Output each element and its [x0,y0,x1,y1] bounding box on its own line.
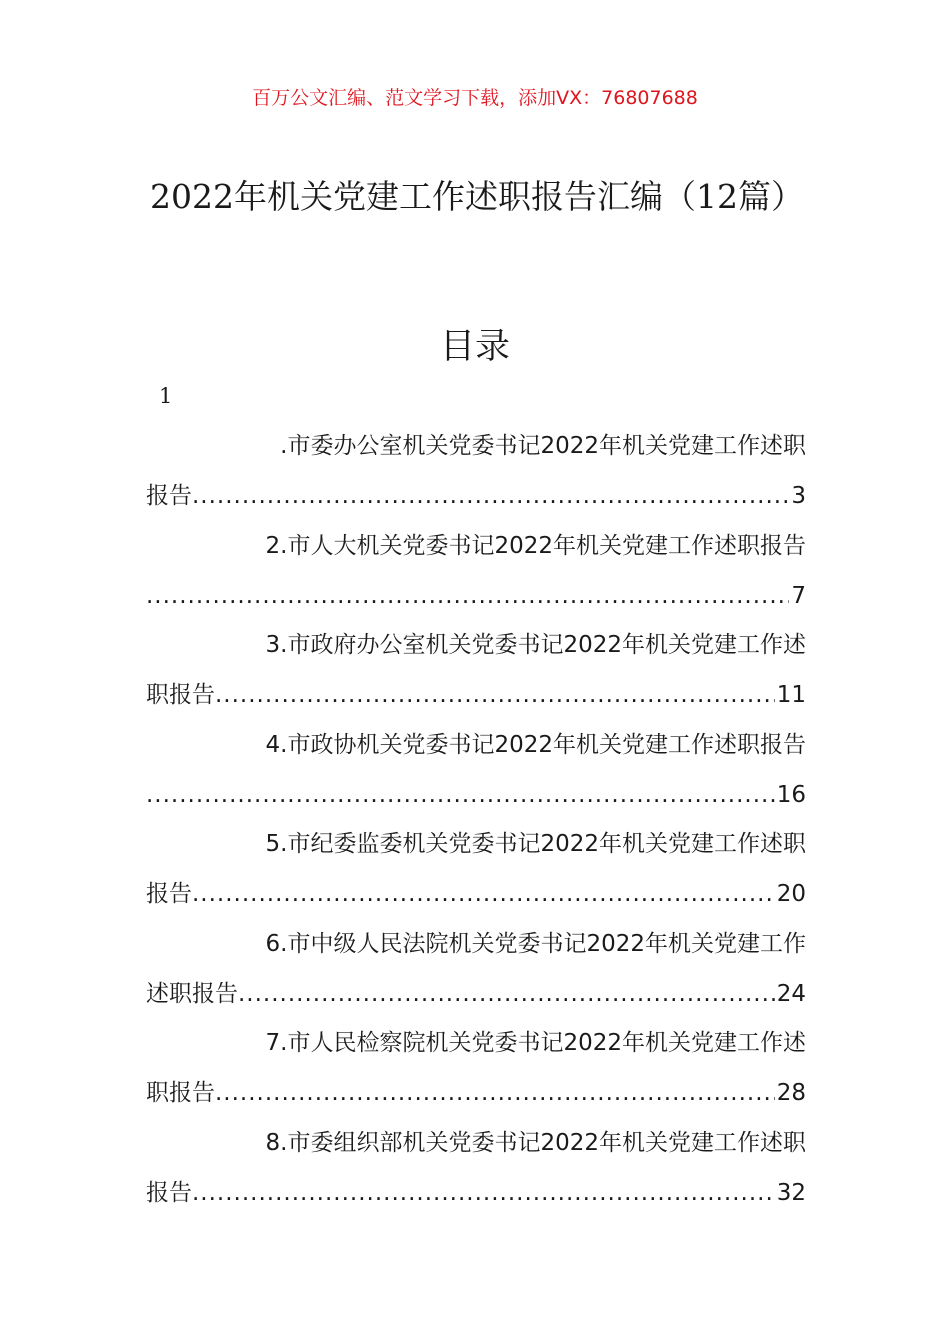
toc-entry-page-number: 32 [776,1179,806,1206]
toc-entry-title-tail: 职报告 [146,1080,215,1106]
toc-entry-title[interactable]: 6.市中级人民法院机关党委书记2022年机关党建工作 [265,930,806,957]
toc-entry-page-number: 24 [776,980,806,1007]
toc-leader-dots [215,1068,775,1118]
toc-entry-continuation [146,869,806,919]
toc-leader-dots [146,770,775,820]
toc-entry-page-number: 3 [791,483,806,509]
toc-entry[interactable] [146,620,806,720]
toc-entry-page-number: 11 [776,682,806,708]
toc-entry[interactable] [146,720,806,820]
toc-entry-title[interactable]: 2.市人大机关党委书记2022年机关党建工作述职报告 [265,532,806,559]
toc-entry-title[interactable]: 3.市政府办公室机关党委书记2022年机关党建工作述 [265,632,806,658]
toc-entry-title-tail: 述职报告 [146,980,238,1007]
toc-first-number: 1 [159,384,173,408]
toc-entry[interactable] [146,819,806,919]
toc-entry-continuation [146,571,806,621]
toc-leader-dots [192,1168,775,1218]
toc-leader-dots [238,969,775,1019]
toc-entry-page-number: 20 [776,881,806,907]
toc-entry-continuation [146,770,806,820]
toc-entry-title-tail: 报告 [146,1179,192,1206]
toc-entry-title-tail: 报告 [146,881,192,907]
toc-entry-title[interactable]: 8.市委组织部机关党委书记2022年机关党建工作述职 [265,1129,806,1156]
toc-entry[interactable] [146,919,806,1019]
toc-entry-title[interactable]: 4.市政协机关党委书记2022年机关党建工作述职报告 [265,731,806,758]
toc-leader-dots [146,571,789,621]
toc-leader-dots [215,670,775,720]
toc-entry[interactable] [146,521,806,621]
toc-entry-title[interactable]: 7.市人民检察院机关党委书记2022年机关党建工作述 [265,1030,806,1056]
toc-entry-continuation [146,471,806,521]
toc-entry-continuation [146,670,806,720]
toc-entry[interactable] [146,1018,806,1118]
document-title: 2022年机关党建工作述职报告汇编（12篇） [150,177,804,216]
toc-entry-continuation [146,1068,806,1118]
toc-entry[interactable] [146,1118,806,1218]
toc-entry-page-number: 7 [791,582,806,609]
header-watermark-note: 百万公文汇编、范文学习下载，添加VX：76807688 [252,87,698,109]
toc-entry-continuation [146,1168,806,1218]
table-of-contents [146,421,806,1217]
toc-leader-dots [192,471,789,521]
toc-entry-title[interactable]: 5.市纪委监委机关党委书记2022年机关党建工作述职 [265,831,806,857]
toc-entry-continuation [146,969,806,1019]
toc-entry[interactable] [146,421,806,521]
toc-leader-dots [192,869,775,919]
toc-heading: 目录 [439,327,510,367]
toc-entry-title-tail: 职报告 [146,682,215,708]
toc-entry-page-number: 16 [776,781,806,808]
toc-entry-page-number: 28 [776,1080,806,1106]
toc-entry-title[interactable]: .市委办公室机关党委书记2022年机关党建工作述职 [280,433,806,459]
toc-entry-title-tail: 报告 [146,483,192,509]
